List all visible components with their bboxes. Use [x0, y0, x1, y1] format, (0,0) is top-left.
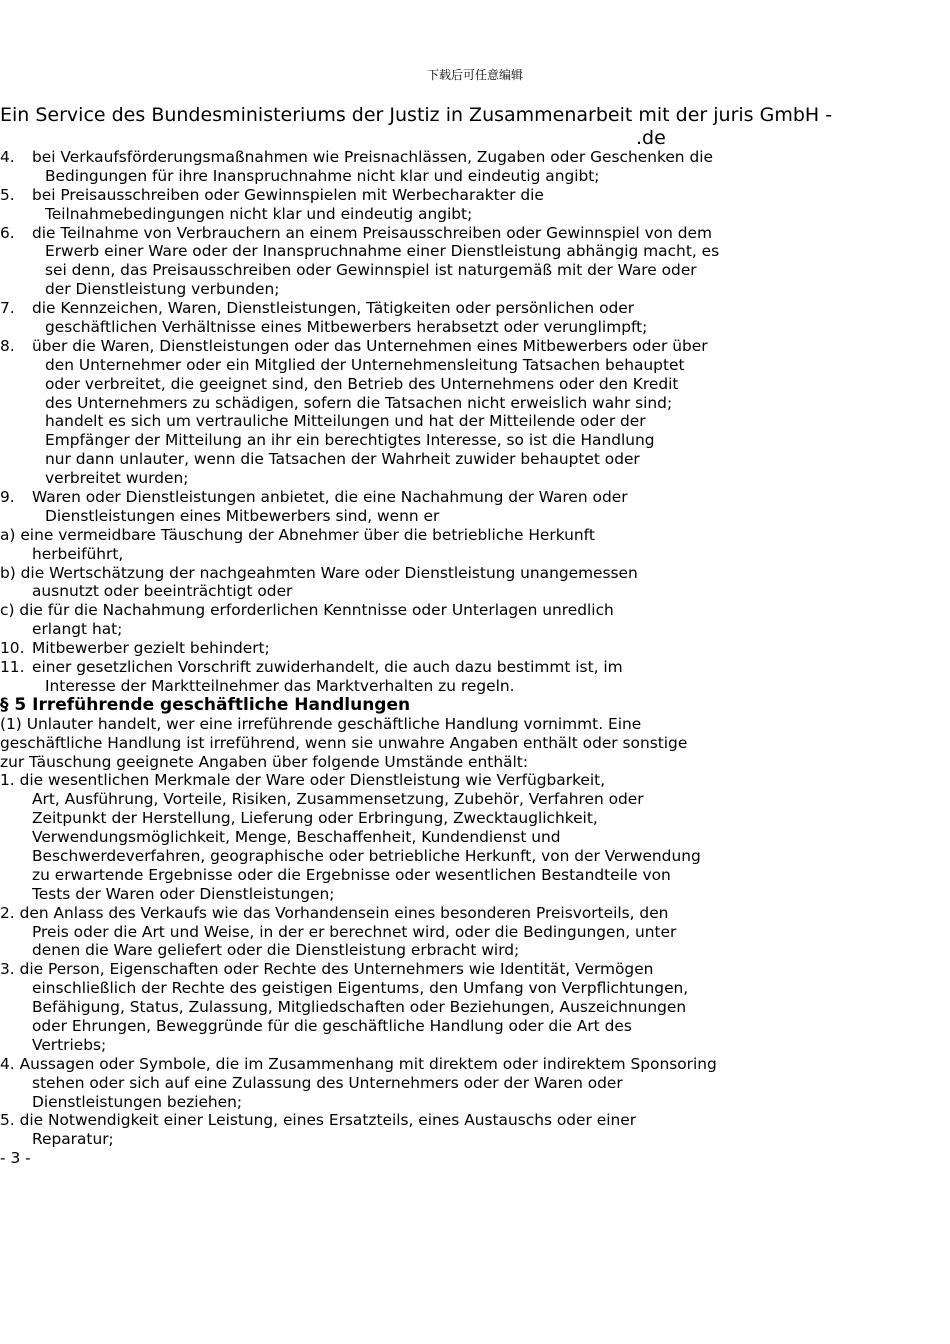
continuation-line: sei denn, das Preisausschreiben oder Gewinnspiel ist naturgemäß mit der Ware oder	[45, 261, 697, 280]
continuation-line: erlangt hat;	[32, 620, 123, 639]
list-item-text: bei Preisausschreiben oder Gewinnspielen mit Werbecharakter die	[32, 185, 544, 204]
list-item-number: 11.	[0, 658, 25, 677]
continuation-line: Erwerb einer Ware oder der Inanspruchnahme einer Dienstleistung abhängig macht, es	[45, 242, 720, 261]
text-line: c) die für die Nachahmung erforderlichen Kenntnisse oder Unterlagen unredlich	[0, 601, 614, 620]
continuation-line: Preis oder die Art und Weise, in der er berechnet wird, oder die Bedingungen, unter	[32, 922, 677, 941]
top-note: 下载后可任意编辑	[426, 68, 523, 82]
list-item	[0, 488, 940, 507]
list-item-number: 4.	[0, 148, 15, 166]
text-line: 1. die wesentlichen Merkmale der Ware oder Dienstleistung wie Verfügbarkeit,	[0, 771, 606, 790]
text-line: geschäftliche Handlung ist irreführend, wenn sie unwahre Angaben enthält oder sonstige	[0, 733, 688, 752]
document-body	[0, 148, 940, 1168]
list-item-text: einer gesetzlichen Vorschrift zuwiderhandelt, die auch dazu bestimmt ist, im	[32, 658, 623, 677]
continuation-line: verbreitet wurden;	[45, 469, 189, 488]
continuation-line: geschäftlichen Verhältnisse eines Mitbewerbers herabsetzt oder verunglimpft;	[45, 318, 648, 337]
continuation-line: oder verbreitet, die geeignet sind, den Betrieb des Unternehmens oder den Kredit	[45, 374, 679, 393]
list-item-text: die Teilnahme von Verbrauchern an einem Preisausschreiben oder Gewinnspiel von dem	[32, 223, 712, 242]
text-line: a) eine vermeidbare Täuschung der Abnehmer über die betriebliche Herkunft	[0, 525, 595, 544]
continuation-line: Bedingungen für ihre Inanspruchnahme nicht klar und eindeutig angibt;	[45, 166, 600, 185]
list-item-number: 7.	[0, 299, 15, 318]
continuation-line: Zeitpunkt der Herstellung, Lieferung oder Erbringung, Zwecktauglichkeit,	[32, 809, 598, 828]
continuation-line: der Dienstleistung verbunden;	[45, 280, 280, 299]
text-line: (1) Unlauter handelt, wer eine irreführende geschäftliche Handlung vornimmt. Eine	[0, 714, 642, 733]
continuation-line: Art, Ausführung, Vorteile, Risiken, Zusammensetzung, Zubehör, Verfahren oder	[32, 790, 644, 809]
text-line: - 3 -	[0, 1149, 31, 1168]
list-item	[0, 639, 940, 658]
list-item	[0, 186, 940, 205]
list-item-number: 10.	[0, 639, 25, 658]
list-item	[0, 299, 940, 318]
continuation-line: zu erwartende Ergebnisse oder die Ergebnisse oder wesentlichen Bestandteile von	[32, 865, 671, 884]
continuation-line: denen die Ware geliefert oder die Dienstleistung erbracht wird;	[32, 941, 520, 960]
list-item	[0, 337, 940, 356]
continuation-line: Vertriebs;	[32, 1035, 107, 1054]
text-line: 5. die Notwendigkeit einer Leistung, eines Ersatzteils, eines Austauschs oder einer	[0, 1111, 637, 1130]
continuation-line: Empfänger der Mitteilung an ihr ein berechtigtes Interesse, so ist die Handlung	[45, 431, 655, 450]
list-item-number: 8.	[0, 336, 15, 355]
continuation-line: Befähigung, Status, Zulassung, Mitgliedschaften oder Beziehungen, Auszeichnungen	[32, 998, 687, 1017]
continuation-line: nur dann unlauter, wenn die Tatsachen der Wahrheit zuwider behauptet oder	[45, 450, 640, 469]
continuation-line: Dienstleistungen beziehen;	[32, 1092, 243, 1111]
continuation-line: Interesse der Marktteilnehmer das Marktverhalten zu regeln.	[45, 676, 515, 695]
continuation-line: Dienstleistungen eines Mitbewerbers sind, wenn er	[45, 506, 440, 525]
continuation-line: handelt es sich um vertrauliche Mitteilungen und hat der Mitteilende oder der	[45, 412, 646, 431]
text-line: b) die Wertschätzung der nachgeahmten Ware oder Dienstleistung unangemessen	[0, 563, 638, 582]
header-line-1: Ein Service des Bundesministeriums der Justiz in Zusammenarbeit mit der juris GmbH -	[0, 104, 833, 126]
list-item	[0, 224, 940, 243]
text-line: zur Täuschung geeignete Angaben über folgende Umstände enthält:	[0, 752, 528, 771]
continuation-line: Beschwerdeverfahren, geographische oder betriebliche Herkunft, von der Verwendung	[32, 846, 701, 865]
list-item-text: Waren oder Dienstleistungen anbietet, die eine Nachahmung der Waren oder	[32, 488, 628, 507]
list-item-text: Mitbewerber gezielt behindert;	[32, 639, 270, 658]
text-line: 2. den Anlass des Verkaufs wie das Vorhandensein eines besonderen Preisvorteils, den	[0, 903, 669, 922]
continuation-line: Verwendungsmöglichkeit, Menge, Beschaffenheit, Kundendienst und	[32, 828, 561, 847]
section-heading: § 5 Irreführende geschäftliche Handlungen	[0, 694, 411, 715]
list-item-number: 5.	[0, 185, 15, 204]
continuation-line: Tests der Waren oder Dienstleistungen;	[32, 884, 335, 903]
list-item-number: 9.	[0, 488, 15, 507]
text-line: 4. Aussagen oder Symbole, die im Zusammenhang mit direktem oder indirektem Sponsoring	[0, 1054, 717, 1073]
continuation-line: einschließlich der Rechte des geistigen Eigentums, den Umfang von Verpflichtungen,	[32, 979, 689, 998]
list-item	[0, 148, 940, 167]
continuation-line: Teilnahmebedingungen nicht klar und eindeutig angibt;	[45, 204, 473, 223]
continuation-line: herbeiführt,	[32, 544, 124, 563]
continuation-line: stehen oder sich auf eine Zulassung des Unternehmers oder der Waren oder	[32, 1073, 623, 1092]
continuation-line: des Unternehmers zu schädigen, sofern die Tatsachen nicht erweislich wahr sind;	[45, 393, 673, 412]
list-item-text: bei Verkaufsförderungsmaßnahmen wie Preisnachlässen, Zugaben oder Geschenken die	[32, 148, 713, 166]
continuation-line: Reparatur;	[32, 1130, 114, 1149]
text-line: 3. die Person, Eigenschaften oder Rechte des Unternehmers wie Identität, Vermögen	[0, 960, 654, 979]
continuation-line: oder Ehrungen, Beweggründe für die geschäftliche Handlung oder die Art des	[32, 1016, 632, 1035]
list-item-text: über die Waren, Dienstleistungen oder das Unternehmen eines Mitbewerbers oder über	[32, 336, 708, 355]
continuation-line: ausnutzt oder beeinträchtigt oder	[32, 582, 293, 601]
list-item	[0, 658, 940, 677]
list-item-text: die Kennzeichen, Waren, Dienstleistungen, Tätigkeiten oder persönlichen oder	[32, 299, 635, 318]
header-line-2: .de	[636, 127, 666, 149]
list-item-number: 6.	[0, 223, 15, 242]
continuation-line: den Unternehmer oder ein Mitglied der Unternehmensleitung Tatsachen behauptet	[45, 355, 685, 374]
